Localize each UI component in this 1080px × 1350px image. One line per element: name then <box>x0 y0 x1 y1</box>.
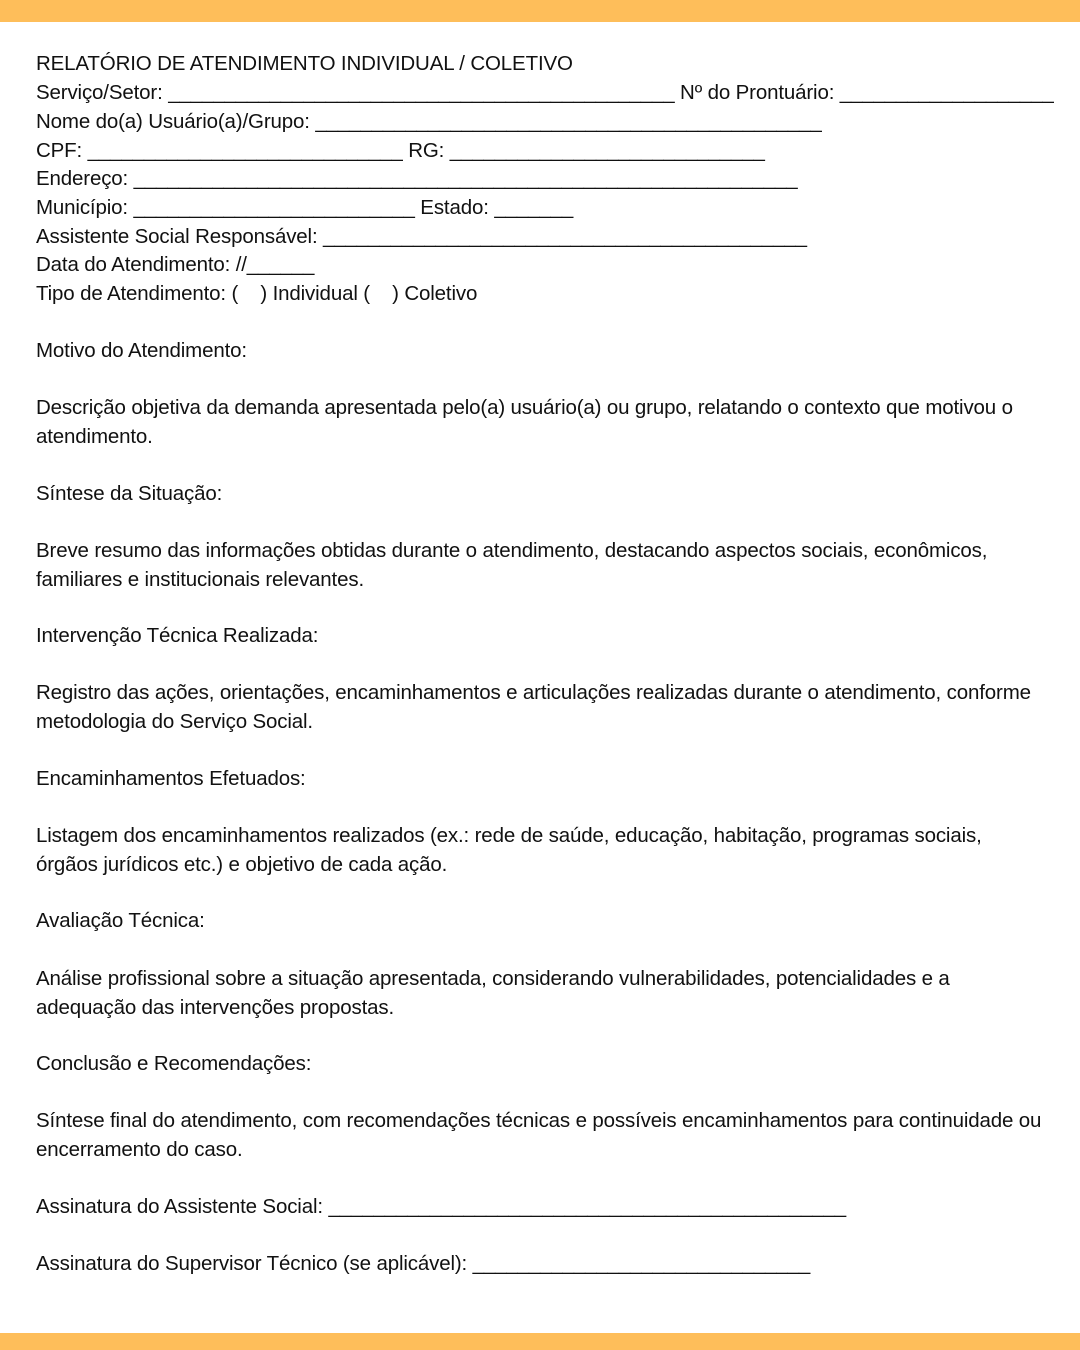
field-tipo-atendimento[interactable]: Tipo de Atendimento: ( ) Individual ( ) Coletivo <box>36 282 478 305</box>
section-heading-sintese: Síntese da Situação: <box>36 482 223 505</box>
section-body-motivo: Descrição objetiva da demanda apresentada pelo(a) usuário(a) ou grupo, relatando o contexto que motivou o atendimento. <box>36 396 1013 448</box>
section-body-sintese: Breve resumo das informações obtidas durante o atendimento, destacando aspectos sociais, econômicos, familiares e institucionais relevantes. <box>36 539 988 591</box>
section-heading-intervencao: Intervenção Técnica Realizada: <box>36 624 319 647</box>
field-servico-setor-prontuario[interactable]: Serviço/Setor: _____________________________________________ Nº do Prontuário: ___________________ <box>36 81 1054 104</box>
report-title: RELATÓRIO DE ATENDIMENTO INDIVIDUAL / COLETIVO <box>36 52 573 75</box>
section-body-avaliacao: Análise profissional sobre a situação apresentada, considerando vulnerabilidades, potencialidades e a adequação das intervenções propostas. <box>36 967 950 1019</box>
signature-supervisor-tecnico[interactable]: Assinatura do Supervisor Técnico (se aplicável): ______________________________ <box>36 1252 811 1275</box>
signature-assistente-social[interactable]: Assinatura do Assistente Social: ______________________________________________ <box>36 1195 847 1218</box>
field-assistente-social[interactable]: Assistente Social Responsável: ___________________________________________ <box>36 225 807 248</box>
field-municipio-estado[interactable]: Município: _________________________ Estado: _______ <box>36 196 574 219</box>
top-accent-band <box>0 0 1080 22</box>
field-endereco[interactable]: Endereço: ___________________________________________________________ <box>36 167 798 190</box>
section-body-conclusao: Síntese final do atendimento, com recomendações técnicas e possíveis encaminhamentos para continuidade ou encerramento do caso. <box>36 1109 1042 1161</box>
section-heading-avaliacao: Avaliação Técnica: <box>36 909 205 932</box>
field-nome-usuario-grupo[interactable]: Nome do(a) Usuário(a)/Grupo: _____________________________________________ <box>36 110 822 133</box>
section-heading-motivo: Motivo do Atendimento: <box>36 339 247 362</box>
field-cpf-rg[interactable]: CPF: ____________________________ RG: ____________________________ <box>36 139 765 162</box>
bottom-accent-band <box>0 1333 1080 1350</box>
section-body-encaminhamentos: Listagem dos encaminhamentos realizados (ex.: rede de saúde, educação, habitação, programas sociais, órgãos jurídicos etc.) e objetivo de cada ação. <box>36 824 982 876</box>
field-data-atendimento[interactable]: Data do Atendimento: //______ <box>36 253 315 276</box>
section-body-intervencao: Registro das ações, orientações, encaminhamentos e articulações realizadas durante o atendimento, conforme metodologia do Serviço Social. <box>36 681 1031 733</box>
section-heading-encaminhamentos: Encaminhamentos Efetuados: <box>36 767 306 790</box>
section-heading-conclusao: Conclusão e Recomendações: <box>36 1052 312 1075</box>
